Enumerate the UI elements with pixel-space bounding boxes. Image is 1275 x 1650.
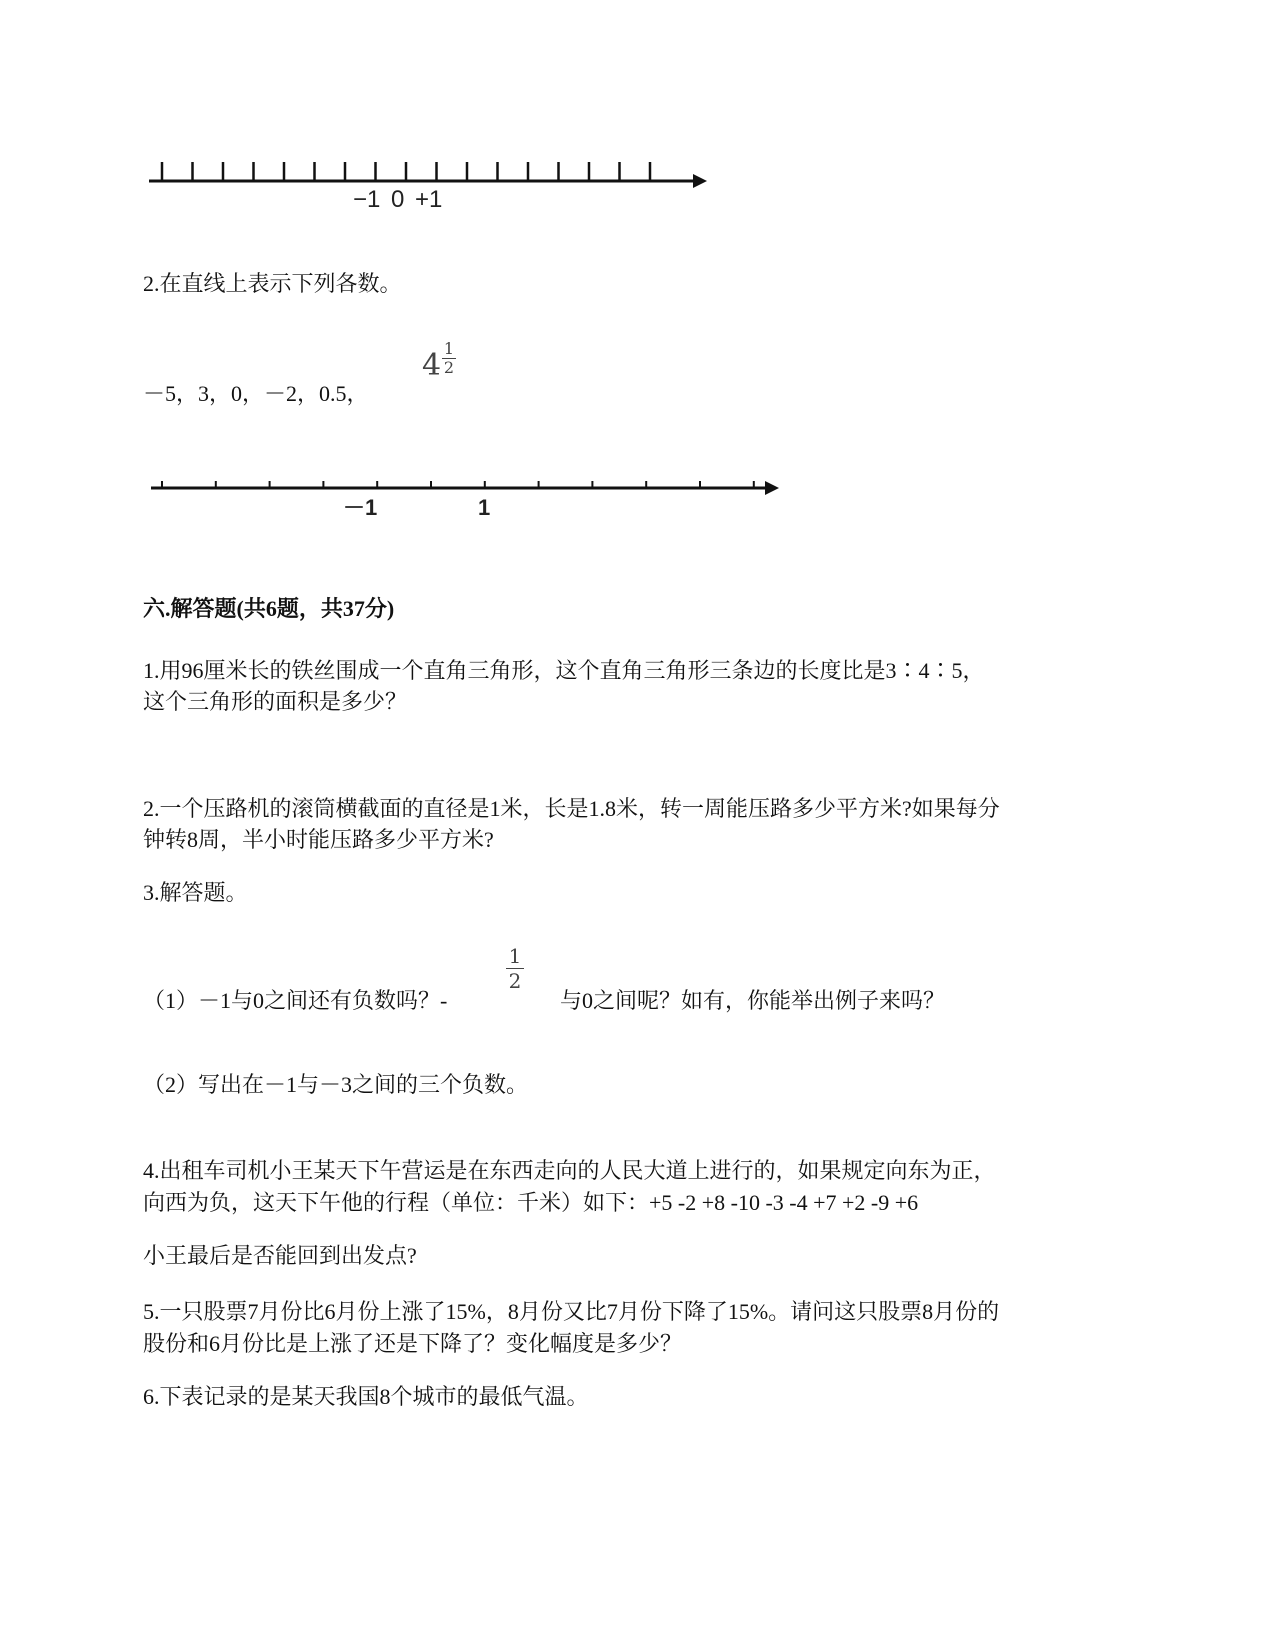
mixed-number-fraction [442,340,456,377]
problem-3-fraction-numerator: 1 [508,944,522,968]
problem-3-fraction-denominator: 2 [506,968,524,993]
number-line-2-label-1: 1 [478,495,491,520]
problem-3-title: 3.解答题。 [143,880,248,905]
question-2-prompt: 2.在直线上表示下列各数。 [143,271,402,296]
number-line-2 [145,470,795,530]
number-line-1-label-pos1: +1 [415,186,443,213]
number-line-1-arrow [693,174,707,188]
number-line-2-label-neg1: －1 [343,495,378,520]
problem-4-line-2: 向西为负，这天下午他的行程（单位：千米）如下：+5 -2 +8 -10 -3 -4 +7 +2 -9 +6 [143,1190,919,1215]
problem-3-sub-2: （2）写出在－1与－3之间的三个负数。 [143,1072,529,1097]
section-heading: 六.解答题(共6题，共37分) [143,596,395,621]
problem-4-line-1: 4.出租车司机小王某天下午营运是在东西走向的人民大道上进行的，如果规定向东为正， [143,1158,996,1183]
problem-1-line-1: 1.用96厘米长的铁丝围成一个直角三角形，这个直角三角形三条边的长度比是3∶4∶5， [143,658,985,683]
mixed-number-numerator: 1 [443,339,455,358]
number-line-1-ticks [162,162,650,181]
problem-5-line-1: 5.一只股票7月份比6月份上涨了15%，8月份又比7月份下降了15%。请问这只股票8月份的 [143,1299,1000,1324]
problem-3-sub-1-after: 与0之间呢？如有，你能举出例子来吗？ [560,988,946,1013]
problem-3-sub-1-before: （1）－1与0之间还有负数吗？- [143,988,448,1013]
question-2-numbers: －5，3，0，－2，0.5， [143,381,369,406]
problem-2-line-2: 钟转8周，半小时能压路多少平方米? [143,827,494,852]
problem-1-line-2: 这个三角形的面积是多少？ [143,689,408,714]
number-line-1-label-neg1: −1 [353,186,381,213]
number-line-1-label-0: 0 [391,186,405,213]
problem-3-fraction [506,944,524,993]
problem-6-line-1: 6.下表记录的是某天我国8个城市的最低气温。 [143,1384,589,1409]
problem-5-line-2: 股份和6月份比是上涨了还是下降了？变化幅度是多少？ [143,1331,683,1356]
number-line-1 [145,150,725,220]
mixed-number-whole: 4 [422,348,442,383]
problem-2-line-1: 2.一个压路机的滚筒横截面的直径是1米，长是1.8米，转一周能压路多少平方米?如果每分 [143,796,1000,821]
problem-4-line-3: 小王最后是否能回到出发点? [143,1243,417,1268]
number-line-2-arrow [765,481,779,495]
mixed-number-denominator: 2 [443,358,455,377]
